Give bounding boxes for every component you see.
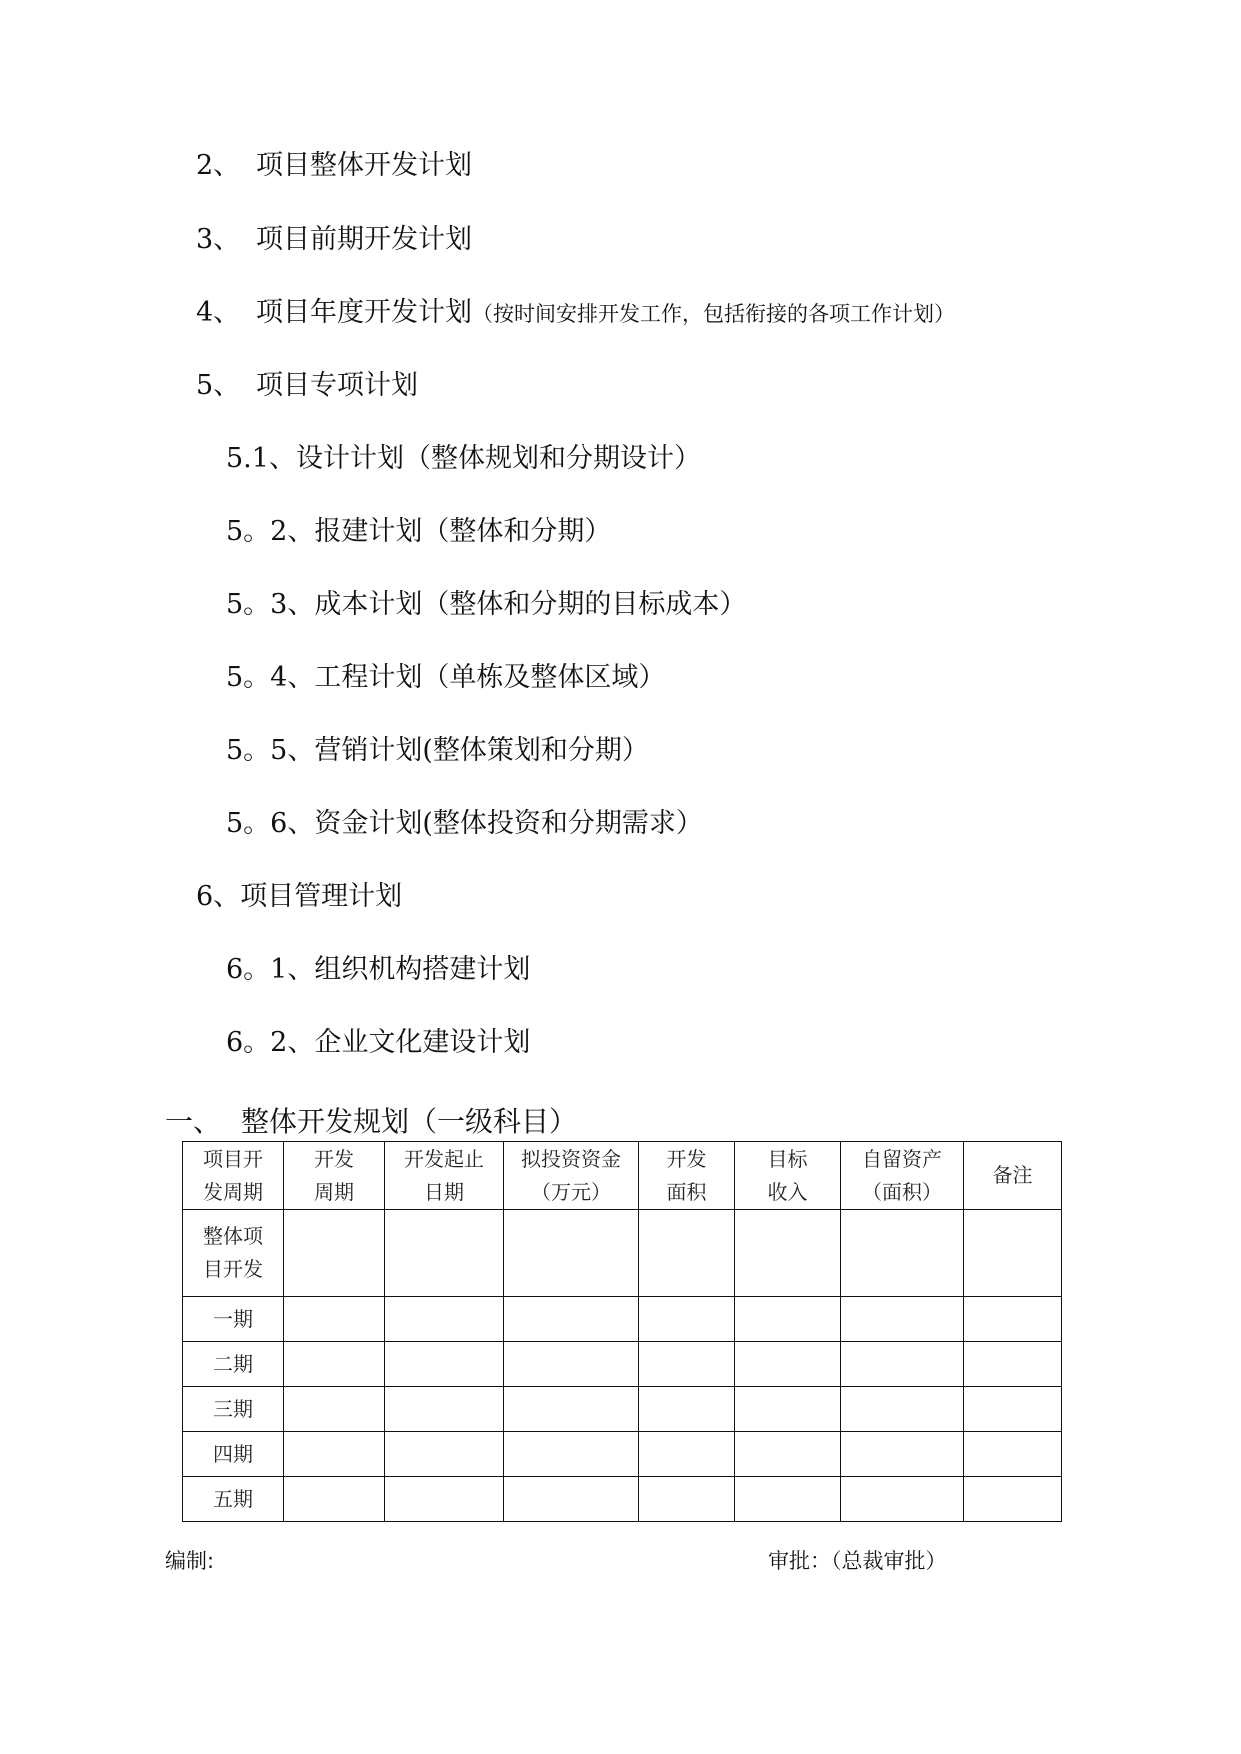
header-cell-dates: 开发起止 日期 — [385, 1142, 504, 1210]
table-cell[interactable] — [735, 1297, 841, 1342]
table-cell[interactable] — [841, 1432, 964, 1477]
table-cell[interactable] — [284, 1342, 385, 1387]
table-cell[interactable] — [385, 1387, 504, 1432]
table-cell[interactable] — [964, 1432, 1062, 1477]
outline-item-2 — [196, 148, 472, 184]
table-cell[interactable] — [639, 1387, 735, 1432]
outline-text: 组织机构搭建计划 — [314, 954, 531, 985]
table-cell[interactable] — [735, 1210, 841, 1297]
outline-text: 项目年度开发计划 — [256, 297, 472, 328]
development-plan-table — [182, 1141, 1062, 1522]
outline-item-5-2 — [226, 514, 611, 550]
header-cell-revenue: 目标 收入 — [735, 1142, 841, 1210]
table-cell[interactable] — [385, 1297, 504, 1342]
table-row — [183, 1477, 1062, 1522]
table-cell[interactable] — [385, 1477, 504, 1522]
outline-num: 5。4、 — [226, 662, 315, 693]
outline-text: 资金计划(整体投资和分期需求） — [314, 808, 703, 839]
header-cell-area: 开发 面积 — [639, 1142, 735, 1210]
outline-num: 6、 — [196, 881, 241, 912]
row-label: 一期 — [183, 1297, 284, 1342]
outline-num: 5。2、 — [226, 516, 315, 547]
table-cell[interactable] — [284, 1210, 385, 1297]
outline-num: 5。5、 — [226, 735, 315, 766]
outline-num: 5、 — [196, 370, 241, 401]
outline-text: 项目整体开发计划 — [256, 150, 472, 181]
outline-num: 4、 — [196, 297, 241, 328]
outline-item-5-1 — [226, 441, 701, 477]
table-cell[interactable] — [735, 1387, 841, 1432]
table-cell[interactable] — [639, 1432, 735, 1477]
table-cell[interactable] — [639, 1477, 735, 1522]
outline-num: 5。3、 — [226, 589, 315, 620]
approval-label: 审批：（总裁审批） — [768, 1549, 947, 1573]
header-cell-duration: 开发 周期 — [284, 1142, 385, 1210]
table-cell[interactable] — [639, 1210, 735, 1297]
outline-num: 6。1、 — [226, 954, 315, 985]
table-cell[interactable] — [964, 1210, 1062, 1297]
section-num: 一、 — [165, 1105, 222, 1138]
table-cell[interactable] — [841, 1342, 964, 1387]
table-cell[interactable] — [504, 1342, 639, 1387]
row-label: 三期 — [183, 1387, 284, 1432]
table-header-row — [183, 1142, 1062, 1210]
table-cell[interactable] — [841, 1210, 964, 1297]
row-label: 整体项 目开发 — [183, 1210, 284, 1297]
outline-num: 2、 — [196, 150, 241, 181]
table-row — [183, 1387, 1062, 1432]
outline-num: 6。2、 — [226, 1027, 315, 1058]
outline-item-6 — [196, 879, 402, 915]
table-cell[interactable] — [284, 1432, 385, 1477]
outline-num: 3、 — [196, 224, 241, 255]
table-row — [183, 1297, 1062, 1342]
table-cell[interactable] — [284, 1387, 385, 1432]
table-cell[interactable] — [504, 1387, 639, 1432]
table-cell[interactable] — [964, 1477, 1062, 1522]
section-title: 整体开发规划（一级科目） — [241, 1105, 578, 1138]
table-cell[interactable] — [284, 1477, 385, 1522]
row-label: 二期 — [183, 1342, 284, 1387]
table-cell[interactable] — [735, 1432, 841, 1477]
compiled-by-label: 编制: — [165, 1549, 215, 1573]
outline-text: 报建计划（整体和分期） — [314, 516, 612, 547]
table-cell[interactable] — [841, 1297, 964, 1342]
table-row — [183, 1210, 1062, 1297]
table-cell[interactable] — [385, 1432, 504, 1477]
outline-item-5-6 — [226, 806, 703, 842]
table-cell[interactable] — [504, 1477, 639, 1522]
outline-item-3 — [196, 222, 472, 258]
row-label: 四期 — [183, 1432, 284, 1477]
outline-item-6-1 — [226, 952, 530, 988]
table-row — [183, 1432, 1062, 1477]
header-cell-remarks: 备注 — [964, 1142, 1062, 1210]
outline-item-5-5 — [226, 733, 649, 769]
header-cell-retained-assets: 自留资产 （面积） — [841, 1142, 964, 1210]
table-cell[interactable] — [504, 1210, 639, 1297]
section-heading — [165, 1100, 577, 1140]
outline-text: 企业文化建设计划 — [314, 1027, 531, 1058]
outline-item-5 — [196, 368, 418, 404]
outline-text: 设计计划（整体规划和分期设计） — [295, 443, 701, 474]
outline-text: 工程计划（单栋及整体区域） — [314, 662, 666, 693]
outline-item-6-2 — [226, 1025, 530, 1061]
outline-item-5-3 — [226, 587, 746, 623]
table-cell[interactable] — [964, 1297, 1062, 1342]
header-cell-period: 项目开 发周期 — [183, 1142, 284, 1210]
table-cell[interactable] — [504, 1432, 639, 1477]
outline-text: 营销计划(整体策划和分期） — [314, 735, 649, 766]
row-label: 五期 — [183, 1477, 284, 1522]
table-cell[interactable] — [964, 1387, 1062, 1432]
table-cell[interactable] — [504, 1297, 639, 1342]
outline-num: 5.1、 — [226, 443, 296, 474]
table-cell[interactable] — [964, 1342, 1062, 1387]
outline-text: 项目前期开发计划 — [256, 224, 472, 255]
outline-item-4 — [196, 295, 955, 332]
table-cell[interactable] — [735, 1342, 841, 1387]
table-row — [183, 1342, 1062, 1387]
table-cell[interactable] — [385, 1210, 504, 1297]
outline-text: 项目管理计划 — [240, 881, 403, 912]
table-cell[interactable] — [639, 1297, 735, 1342]
outline-num: 5。6、 — [226, 808, 315, 839]
table-cell[interactable] — [735, 1477, 841, 1522]
outline-text: 项目专项计划 — [256, 370, 418, 401]
outline-note: （按时间安排开发工作，包括衔接的各项工作计划） — [472, 302, 955, 326]
table-cell[interactable] — [385, 1342, 504, 1387]
table-cell[interactable] — [284, 1297, 385, 1342]
outline-item-5-4 — [226, 660, 665, 696]
outline-text: 成本计划（整体和分期的目标成本） — [314, 589, 747, 620]
header-cell-investment: 拟投资资金 （万元） — [504, 1142, 639, 1210]
table-cell[interactable] — [841, 1387, 964, 1432]
table-cell[interactable] — [639, 1342, 735, 1387]
table-cell[interactable] — [841, 1477, 964, 1522]
